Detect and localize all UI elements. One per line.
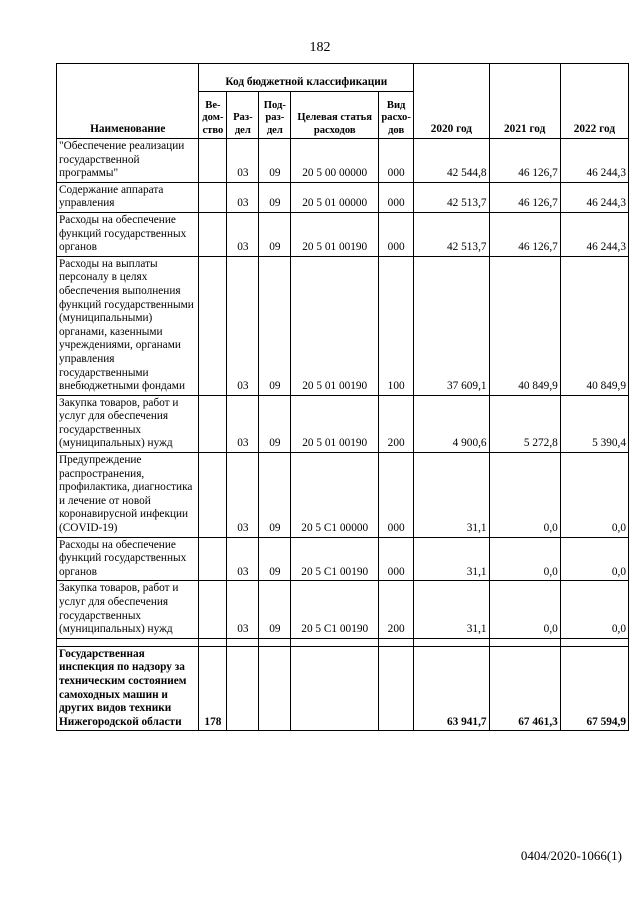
table-row [57, 139, 629, 183]
page-number: 182 [309, 40, 331, 55]
row-vedomstvo [199, 139, 227, 183]
row-vid: 000 [379, 453, 414, 538]
row-2020: 42 513,7 [414, 212, 489, 256]
row-razdel: 03 [227, 212, 259, 256]
table-row [57, 453, 629, 538]
row-target [291, 646, 379, 731]
row-2020: 31,1 [414, 581, 489, 638]
table-row [57, 256, 629, 395]
header-budget-code: Код бюджетной классификации [199, 64, 414, 92]
row-name: Расходы на обеспечение функций государственных органов [57, 537, 199, 581]
row-razdel: 03 [227, 395, 259, 452]
row-vid: 200 [379, 581, 414, 638]
row-vid: 000 [379, 182, 414, 212]
row-vid: 000 [379, 212, 414, 256]
row-name: Содержание аппарата управления [57, 182, 199, 212]
row-podrazdel: 09 [259, 212, 291, 256]
row-vedomstvo [199, 256, 227, 395]
row-2021: 0,0 [489, 581, 560, 638]
budget-table [56, 63, 629, 731]
row-2022: 40 849,9 [560, 256, 628, 395]
header-vid: Вид расхо-дов [379, 92, 414, 139]
row-2020: 4 900,6 [414, 395, 489, 452]
table-row [57, 581, 629, 638]
row-razdel: 03 [227, 581, 259, 638]
row-2021: 5 272,8 [489, 395, 560, 452]
row-2021: 67 461,3 [489, 646, 560, 731]
row-2020: 42 513,7 [414, 182, 489, 212]
row-name: Предупреждение распространения, профилактика, диагностика и лечение от новой коронавирусной инфекции (COVID-19) [57, 453, 199, 538]
row-2021: 46 126,7 [489, 212, 560, 256]
row-podrazdel: 09 [259, 581, 291, 638]
row-2021: 46 126,7 [489, 139, 560, 183]
row-podrazdel: 09 [259, 182, 291, 212]
row-vid: 100 [379, 256, 414, 395]
row-2021: 0,0 [489, 453, 560, 538]
table-spacer-row [57, 638, 629, 646]
row-vedomstvo [199, 212, 227, 256]
row-razdel: 03 [227, 139, 259, 183]
row-name: Государственная инспекция по надзору за техническим состоянием самоходных машин и других видов техники Нижегородской области [57, 646, 199, 731]
row-vedomstvo [199, 182, 227, 212]
row-podrazdel: 09 [259, 537, 291, 581]
row-target: 20 5 01 00190 [291, 256, 379, 395]
row-vid: 000 [379, 139, 414, 183]
header-2022: 2022 год [560, 64, 628, 139]
row-vedomstvo: 178 [199, 646, 227, 731]
row-name: Расходы на выплаты персоналу в целях обеспечения выполнения функций государственными (муниципальными) органами, казенными учреждениями, органами управления государственными внебюджетными фондами [57, 256, 199, 395]
row-vedomstvo [199, 395, 227, 452]
row-2022: 46 244,3 [560, 182, 628, 212]
row-razdel: 03 [227, 537, 259, 581]
row-2020: 37 609,1 [414, 256, 489, 395]
row-2022: 67 594,9 [560, 646, 628, 731]
row-razdel: 03 [227, 453, 259, 538]
row-2020: 31,1 [414, 453, 489, 538]
row-razdel [227, 646, 259, 731]
row-podrazdel: 09 [259, 256, 291, 395]
row-podrazdel: 09 [259, 395, 291, 452]
row-2021: 40 849,9 [489, 256, 560, 395]
row-vedomstvo [199, 581, 227, 638]
row-2021: 0,0 [489, 537, 560, 581]
row-podrazdel: 09 [259, 453, 291, 538]
row-2020: 42 544,8 [414, 139, 489, 183]
table-row [57, 537, 629, 581]
header-vedomstvo: Ве-дом-ство [199, 92, 227, 139]
row-2022: 0,0 [560, 581, 628, 638]
row-target: 20 5 01 00000 [291, 182, 379, 212]
header-razdel: Раз-дел [227, 92, 259, 139]
row-2022: 5 390,4 [560, 395, 628, 452]
row-2022: 0,0 [560, 537, 628, 581]
row-target: 20 5 C1 00190 [291, 537, 379, 581]
row-target: 20 5 00 00000 [291, 139, 379, 183]
header-target: Целевая статья расходов [291, 92, 379, 139]
row-2021: 46 126,7 [489, 182, 560, 212]
table-row [57, 395, 629, 452]
row-vedomstvo [199, 453, 227, 538]
header-2020: 2020 год [414, 64, 489, 139]
header-2021: 2021 год [489, 64, 560, 139]
row-target: 20 5 01 00190 [291, 395, 379, 452]
row-target: 20 5 C1 00190 [291, 581, 379, 638]
header-name: Наименование [57, 64, 199, 139]
document-code: 0404/2020-1066(1) [520, 848, 622, 863]
table-row [57, 182, 629, 212]
row-2020: 31,1 [414, 537, 489, 581]
row-vid: 200 [379, 395, 414, 452]
table-row [57, 212, 629, 256]
row-2022: 0,0 [560, 453, 628, 538]
row-target: 20 5 01 00190 [291, 212, 379, 256]
row-name: Закупка товаров, работ и услуг для обеспечения государственных (муниципальных) нужд [57, 395, 199, 452]
row-podrazdel [259, 646, 291, 731]
row-razdel: 03 [227, 256, 259, 395]
row-2020: 63 941,7 [414, 646, 489, 731]
row-vid [379, 646, 414, 731]
row-2022: 46 244,3 [560, 139, 628, 183]
row-2022: 46 244,3 [560, 212, 628, 256]
row-vedomstvo [199, 537, 227, 581]
row-razdel: 03 [227, 182, 259, 212]
row-name: Расходы на обеспечение функций государственных органов [57, 212, 199, 256]
row-target: 20 5 C1 00000 [291, 453, 379, 538]
table-row [57, 646, 629, 731]
row-vid: 000 [379, 537, 414, 581]
header-podrazdel: Под-раз-дел [259, 92, 291, 139]
row-name: "Обеспечение реализации государственной программы" [57, 139, 199, 183]
row-podrazdel: 09 [259, 139, 291, 183]
row-name: Закупка товаров, работ и услуг для обеспечения государственных (муниципальных) нужд [57, 581, 199, 638]
